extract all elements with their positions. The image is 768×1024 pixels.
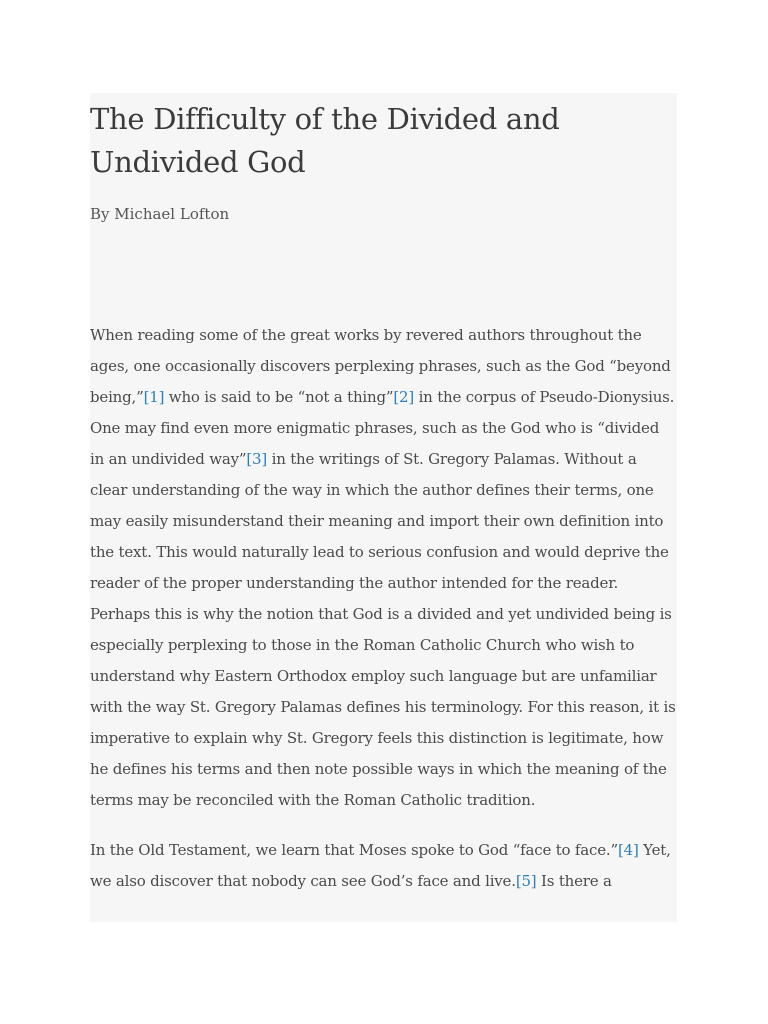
footnote-link-1[interactable]: [1]: [143, 388, 165, 406]
article-byline: By Michael Lofton: [90, 205, 230, 223]
paragraph-text: in the writings of St. Gregory Palamas. Without a clear understanding of the way in which the author defines their terms, one may easily misunderstand their meaning and import their own definition into the text. This would naturally lead to serious confusion and would deprive the reader of the proper understanding the author intended for the reader. Perhaps this is why the notion that God is a divided and yet undivided being is especially perplexing to those in the Roman Catholic Church who wish to understand why Eastern Orthodox employ such language but are unfamiliar with the way St. Gregory Palamas defines his terminology. For this reason, it is imperative to explain why St. Gregory feels this distinction is legitimate, how he defines his terms and then note possible ways in which the meaning of the terms may be reconciled with the Roman Catholic tradition.: [90, 450, 676, 809]
footnote-link-3[interactable]: [3]: [246, 450, 268, 468]
paragraph-text: Yet, we also discover that nobody can see God’s face and live.: [90, 841, 671, 890]
footnote-link-2[interactable]: [2]: [393, 388, 414, 406]
paragraph-1: [90, 320, 677, 816]
article-title: The Difficulty of the Divided and Undivided God: [90, 102, 560, 179]
paragraph-2: [90, 835, 677, 897]
paragraph-text: who is said to be “not a thing”: [164, 388, 394, 406]
paragraph-text: When reading some of the great works by revered authors throughout the ages, one occasionally discovers perplexing phrases, such as the God “beyond being,”: [90, 326, 671, 406]
footnote-link-5[interactable]: [5]: [515, 872, 537, 890]
paragraph-text: in the corpus of Pseudo-Dionysius. One may find even more enigmatic phrases, such as the God who is “divided in an undivided way”: [90, 388, 675, 468]
paragraph-text: Is there a: [536, 872, 612, 890]
article: [90, 93, 677, 922]
footnote-link-4[interactable]: [4]: [617, 841, 639, 859]
paragraph-text: In the Old Testament, we learn that Moses spoke to God “face to face.”: [90, 841, 618, 859]
